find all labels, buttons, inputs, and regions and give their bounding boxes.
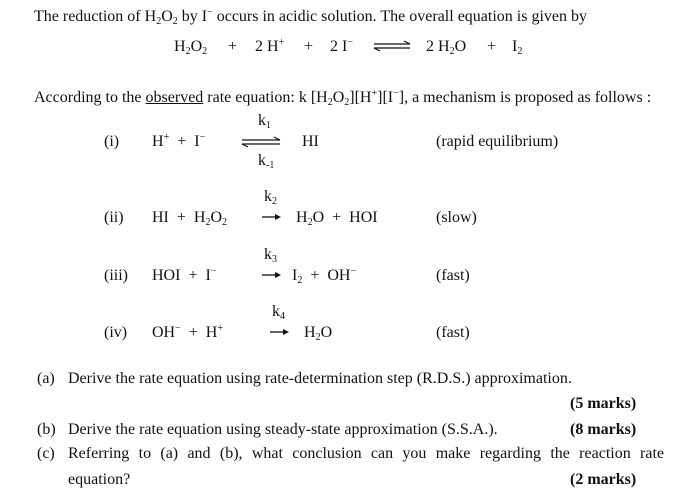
step-note: (fast) bbox=[436, 267, 470, 284]
question-label: (b) bbox=[37, 421, 56, 438]
step-label: (ii) bbox=[104, 209, 124, 226]
step-reactants: H+ + I− bbox=[152, 132, 206, 150]
overall-reactant-1: $H_2O_2$ bbox=[174, 38, 208, 57]
equilibrium-arrow-icon bbox=[372, 40, 412, 52]
question-text-line-2: equation? bbox=[68, 471, 131, 488]
question-label: (a) bbox=[37, 370, 55, 387]
step-products: $H_2O$ bbox=[304, 324, 333, 343]
step-reactants: OH− + H+ bbox=[152, 323, 223, 341]
rate-statement bbox=[34, 90, 651, 106]
rate-constant: $k_2$ bbox=[264, 188, 277, 207]
step-label: (iii) bbox=[104, 267, 128, 284]
step-note: (fast) bbox=[436, 324, 470, 341]
overall-plus-3: + bbox=[487, 38, 497, 55]
rate-constant-forward: $k_1$ bbox=[258, 112, 271, 131]
step-products: $H_2O$ + HOI bbox=[296, 209, 378, 228]
rate-underlined: observed bbox=[145, 89, 204, 106]
rate-constant-reverse: $k_{-1}$ bbox=[258, 152, 275, 171]
right-arrow-icon bbox=[266, 327, 294, 337]
step-products: HI bbox=[302, 133, 319, 150]
step-note: (slow) bbox=[436, 209, 477, 226]
overall-product-1: 2 $H_2O$ bbox=[426, 38, 467, 57]
step-label: (iv) bbox=[104, 324, 128, 341]
step-reactants: HOI + I− bbox=[152, 266, 217, 284]
rate-constant: $k_3$ bbox=[264, 246, 277, 265]
rate-prefix: According to the bbox=[34, 89, 146, 106]
right-arrow-icon bbox=[258, 212, 286, 222]
step-note: (rapid equilibrium) bbox=[436, 133, 559, 150]
overall-reactant-3: 2 I− bbox=[330, 37, 353, 55]
intro-text: The reduction of $H_2O_2$ by I− occurs in acidic solution. The overall equation is given by bbox=[34, 7, 587, 27]
question-text: Derive the rate equation using rate-determination step (R.D.S.) approximation. bbox=[68, 370, 572, 387]
overall-reactant-2: 2 H+ bbox=[255, 37, 285, 55]
question-label: (c) bbox=[37, 445, 55, 462]
step-label: (i) bbox=[104, 133, 120, 150]
equilibrium-arrow-icon bbox=[240, 136, 282, 148]
right-arrow-icon bbox=[258, 270, 286, 280]
step-products: $I_2 + OH^-$ bbox=[292, 266, 357, 286]
step-reactants: HI + $H_2O_2$ bbox=[152, 209, 228, 228]
question-text: Derive the rate equation using steady-state approximation (S.S.A.). bbox=[68, 421, 498, 438]
question-text-line-1: Referring to (a) and (b), what conclusion can you make regarding the reaction rate bbox=[68, 445, 664, 462]
overall-product-2: $I_2$ bbox=[512, 38, 523, 57]
question-marks: (8 marks) bbox=[570, 421, 637, 438]
overall-plus-2: + bbox=[304, 38, 314, 55]
rate-suffix: rate equation: k $[H_2O_2][H^+][I^-]$, a mechanism is proposed as follows : bbox=[203, 88, 652, 108]
overall-plus-1: + bbox=[228, 38, 238, 55]
question-marks: (5 marks) bbox=[570, 395, 637, 412]
question-marks: (2 marks) bbox=[570, 471, 637, 488]
rate-constant: $k_4$ bbox=[272, 303, 285, 322]
